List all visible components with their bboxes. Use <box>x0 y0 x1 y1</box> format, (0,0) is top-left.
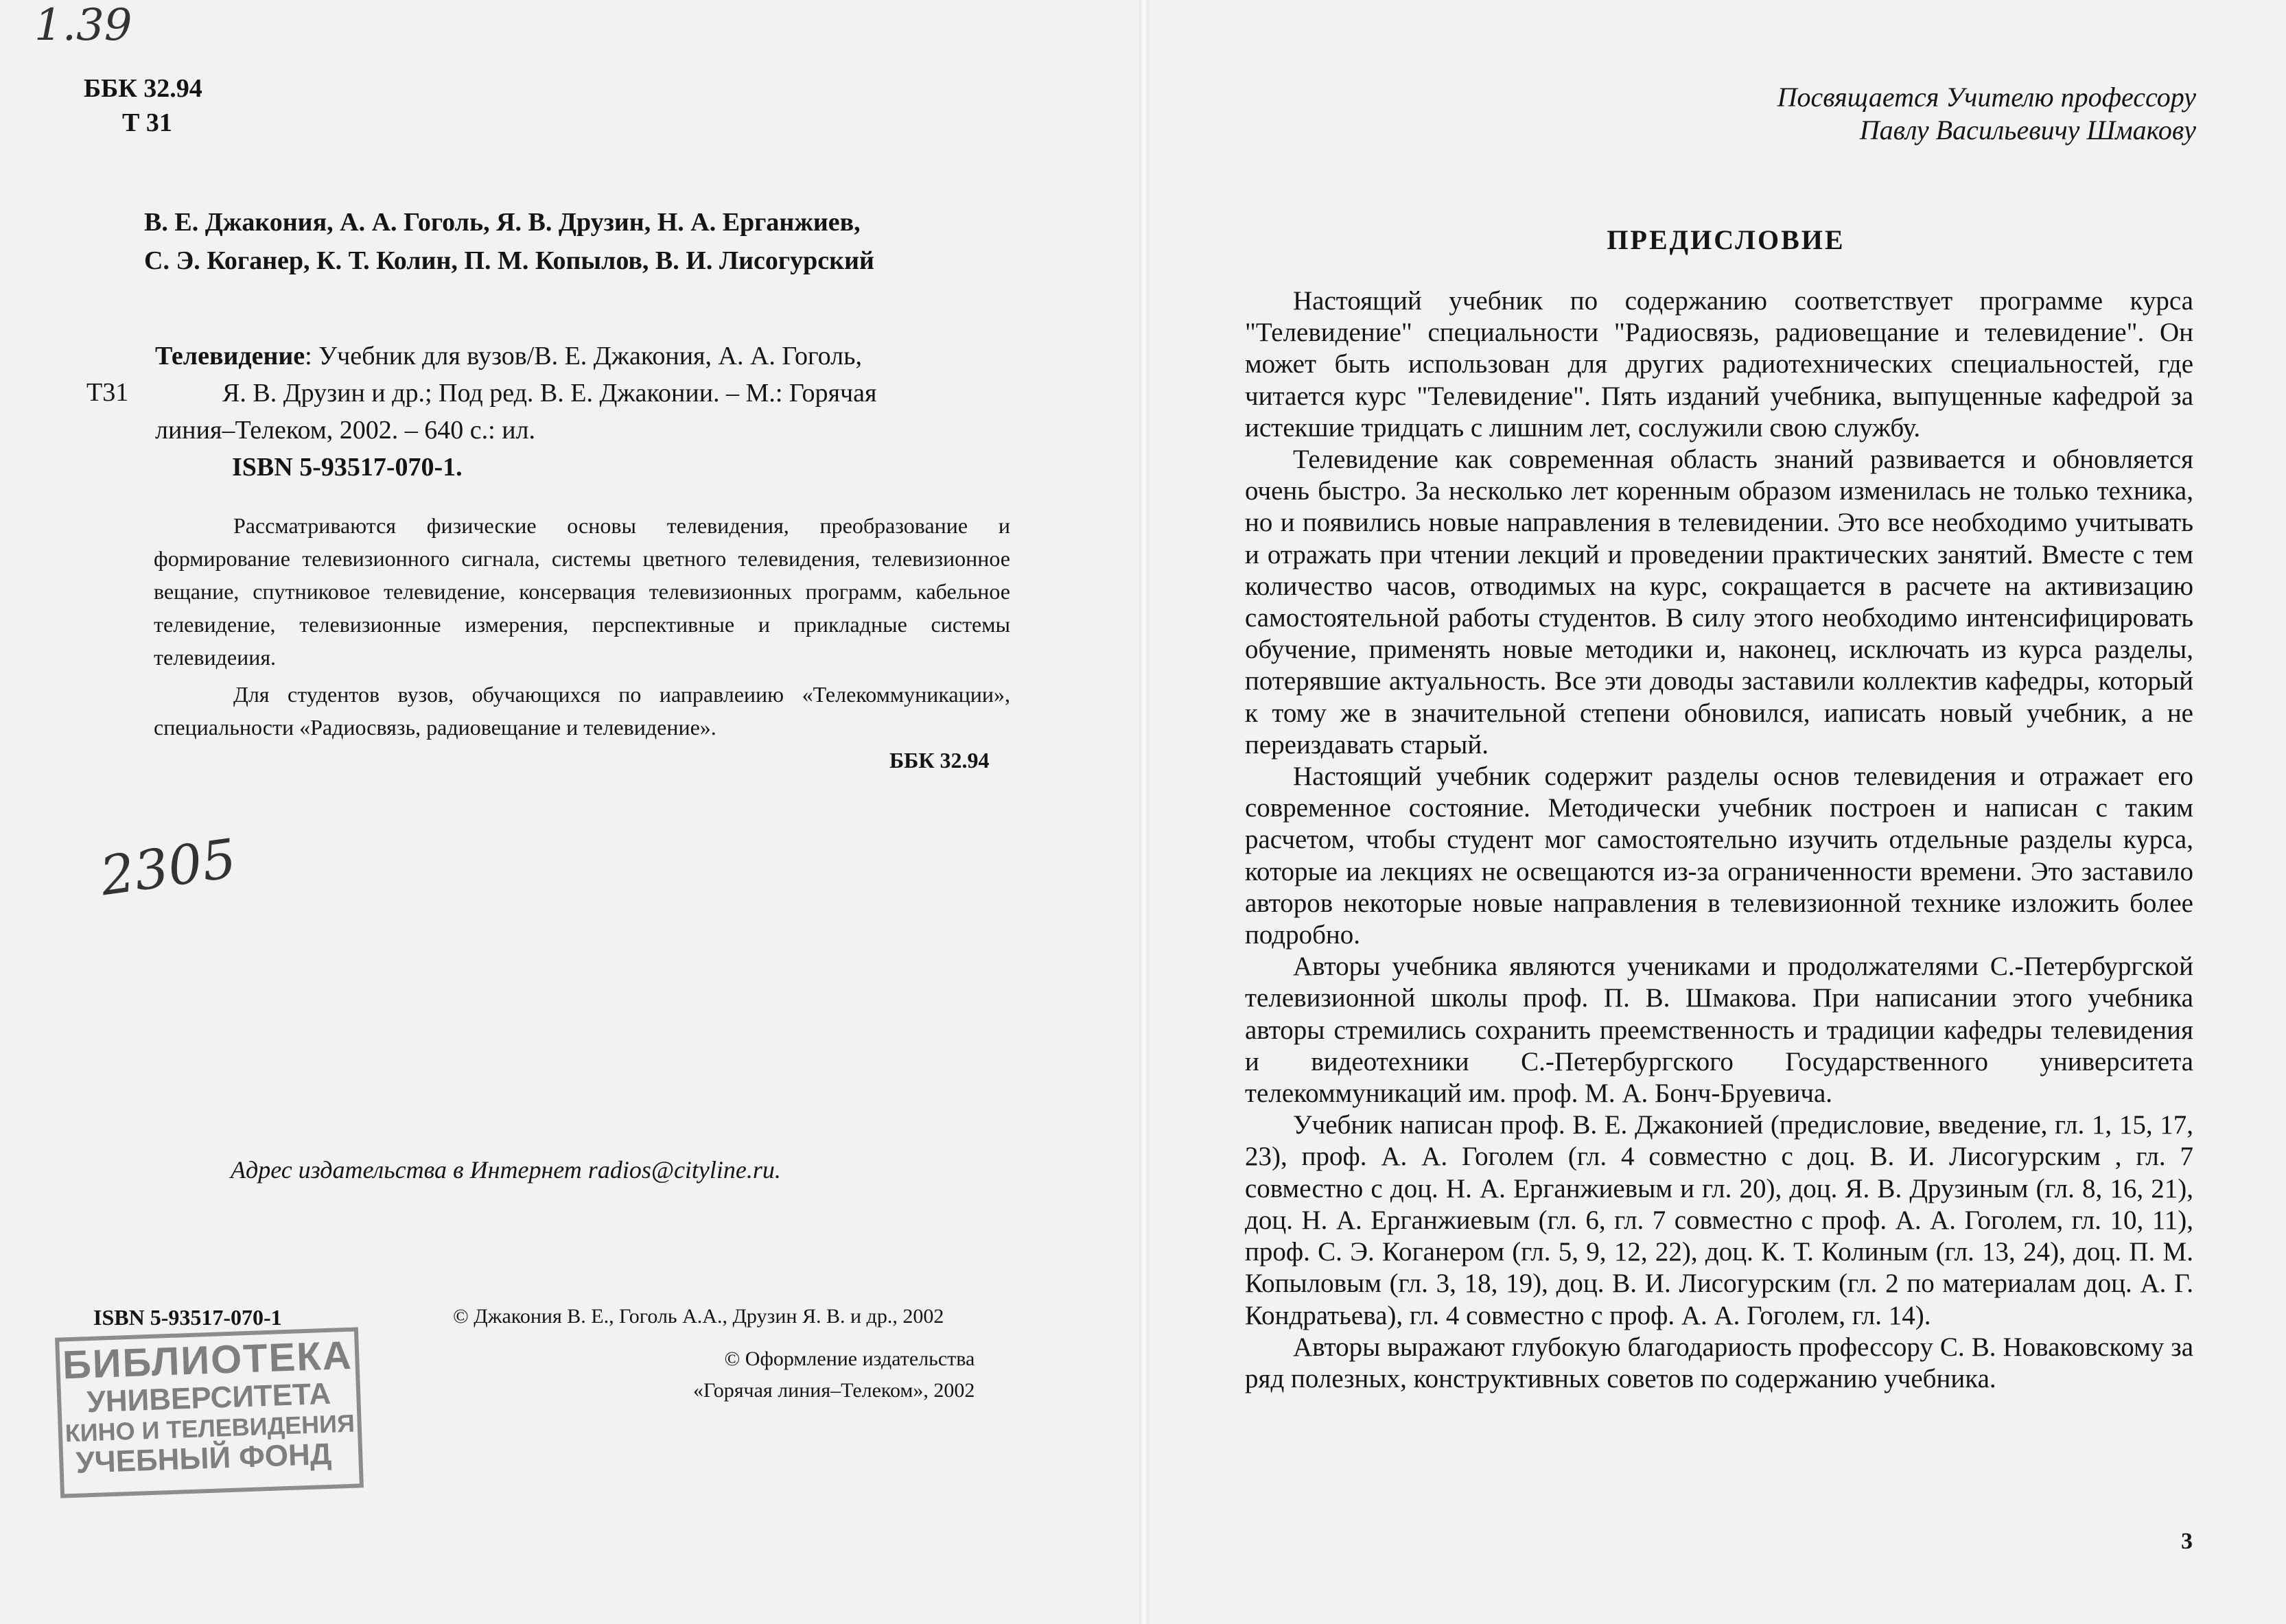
biblio-line: Я. В. Друзин и др.; Под ред. В. Е. Джаконии. – М.: Горячая <box>222 379 877 408</box>
preface-paragraph: Авторы учебника являются учениками и продолжателями С.-Петербургской телевизионной школы проф. П. В. Шмакова. При написании этого учебника авторы стремились сохранить преемственность и традиции кафедры телевидения и видеотехники С.-Петербургского Государственного университета телекоммуникаций им. проф. М. А. Бонч-Бруевича. <box>1245 952 2193 1109</box>
t-code: Т 31 <box>122 108 172 137</box>
handwritten-note-top: 1.39 <box>34 0 132 51</box>
preface-heading: ПРЕДИСЛОВИЕ <box>1607 224 1845 255</box>
dedication <box>1592 81 2196 147</box>
author-list <box>144 203 988 280</box>
biblio-line1-rest: : Учебник для вузов/В. Е. Джакония, А. А. Гоголь, <box>305 342 862 370</box>
annotation <box>154 509 1010 744</box>
stamp-line: УЧЕБНЫЙ ФОНД <box>75 1437 332 1480</box>
dedication-line: Павлу Васильевичу Шмакову <box>1859 115 2196 145</box>
preface-paragraph: Авторы выражают глубокую благодариость профессору С. В. Новаковскому за ряд полезных, конструктивных советов по содержанию учебника. <box>1245 1332 2193 1393</box>
isbn-bottom: ISBN 5-93517-070-1 <box>93 1305 282 1330</box>
copyright-publisher-line: «Горячая линия–Телеком», 2002 <box>693 1379 975 1402</box>
preface-paragraph: Учебник написан проф. В. Е. Джаконией (предисловие, введение, гл. 1, 15, 17, 23), проф. А. А. Гоголем (гл. 4 совместно с доц. В. И. Лисогурским , гл. 7 совместно с доц. Н. А. Ерганжиевым и гл. 20), доц. Я. В. Друзиным (гл. 8, 16, 21), доц. Н. А. Ерганжиевым (гл. 6, гл. 7 совместно с проф. А. А. Гоголем, гл. 10, 11), проф. С. Э. Коганером (гл. 5, 9, 12, 22), доц. К. Т. Колиным (гл. 13, 24), доц. П. М. Копыловым (гл. 3, 18, 19), доц. В. И. Лисогурским (гл. 2 по материалам доц. А. Г. Кондратьева), гл. 4 совместно с проф. А. А. Гоголем, гл. 14). <box>1245 1110 2193 1330</box>
stamp-line: УНИВЕРСИТЕТА <box>86 1376 331 1420</box>
biblio-isbn: ISBN 5-93517-070-1. <box>232 453 463 482</box>
handwritten-number: 2305 <box>96 827 240 908</box>
preface-paragraph: Настоящий учебник содержит разделы основ телевидения и отражает его современное состояние. Методически учебник построен и написан с таким расчетом, чтобы студент мог самостоятельно изучить отдельные разделы курса, которые иа лекциях не освещаются из-за ограниченности времени. Это заставило авторов некоторые новые направления в телевизионной технике изложить более подробно. <box>1245 762 2193 950</box>
publisher-internet-address: Адрес издательства в Интернет radios@cityline.ru. <box>231 1156 781 1184</box>
stamp-line: КИНО И ТЕЛЕВИДЕНИЯ <box>65 1409 355 1448</box>
annotation-paragraph: Для студентов вузов, обучающихся по иаправлеиию «Телекоммуникации», специальности «Радиосвязь, радиовещание и телевидение». <box>154 682 1010 740</box>
page-number: 3 <box>2181 1529 2193 1554</box>
library-stamp <box>55 1327 364 1498</box>
author-line: С. Э. Коганер, К. Т. Колин, П. М. Копылов, В. И. Лисогурский <box>144 246 874 275</box>
biblio-line: линия–Телеком, 2002. – 640 с.: ил. <box>155 416 535 445</box>
annotation-paragraph: Рассматриваются физические основы телевидения, преобразование и формирование телевизионного сигнала, системы цветного телевидения, телевизионное вещание, спутниковое телевидение, консервация телевизионных программ, кабельное телевидение, телевизионные измерения, перспективные и прикладные системы телевидеиия. <box>154 513 1010 670</box>
preface-paragraph: Телевидение как современная область знаний развивается и обновляется очень быстро. За несколько лет коренным образом изменилась не только техника, но и появились новые направления в телевидении. Это все необходимо учитывать и отражать при чтении лекций и проведении практических занятий. Вместе с тем количество часов, отводимых на курс, сокращается в расчете на активизацию самостоятельной работы студентов. В силу этого необходимо интенсифицировать обучение, применять новые методики и, наконец, исключать из курса разделы, потерявшие актуальность. Все эти доводы заставили коллектив кафедры, который к тому же в значительной степени обновился, иаписать новый учебник, а не переиздавать старый. <box>1245 445 2193 760</box>
copyright-publisher-line: © Оформление издательства <box>724 1348 975 1370</box>
copyright-authors: © Джакония В. Е., Гоголь А.А., Друзин Я. В. и др., 2002 <box>453 1305 944 1328</box>
dedication-line: Посвящается Учителю профессору <box>1777 82 2196 113</box>
bibliographic-record <box>155 338 1006 486</box>
preface-paragraph: Настоящий учебник по содержанию соответствует программе курса "Телевидение" специальности "Радиосвязь, радиовещание и телевидение". Он может быть использован для других радиотехнических специальностей, где читается курс "Телевидение". Пять изданий учебника, выпущенные кафедрой за истекшие тридцать с лишним лет, сослужили свою службу. <box>1245 286 2193 443</box>
biblio-title: Телевидение <box>155 342 305 370</box>
author-line: В. Е. Джакония, А. А. Гоголь, Я. В. Друзин, Н. А. Ерганжиев, <box>144 208 861 237</box>
copyright-publisher <box>693 1343 975 1407</box>
stamp-line: БИБЛИОТЕКА <box>62 1332 353 1388</box>
biblio-code: Т31 <box>86 378 129 407</box>
book-gutter <box>1139 0 1149 1624</box>
bbk-code: ББК 32.94 <box>84 74 202 103</box>
bbk-header <box>84 71 202 140</box>
bbk-code-right: ББК 32.94 <box>889 748 990 773</box>
preface-body <box>1245 285 2193 1395</box>
biblio-line <box>155 338 1006 375</box>
